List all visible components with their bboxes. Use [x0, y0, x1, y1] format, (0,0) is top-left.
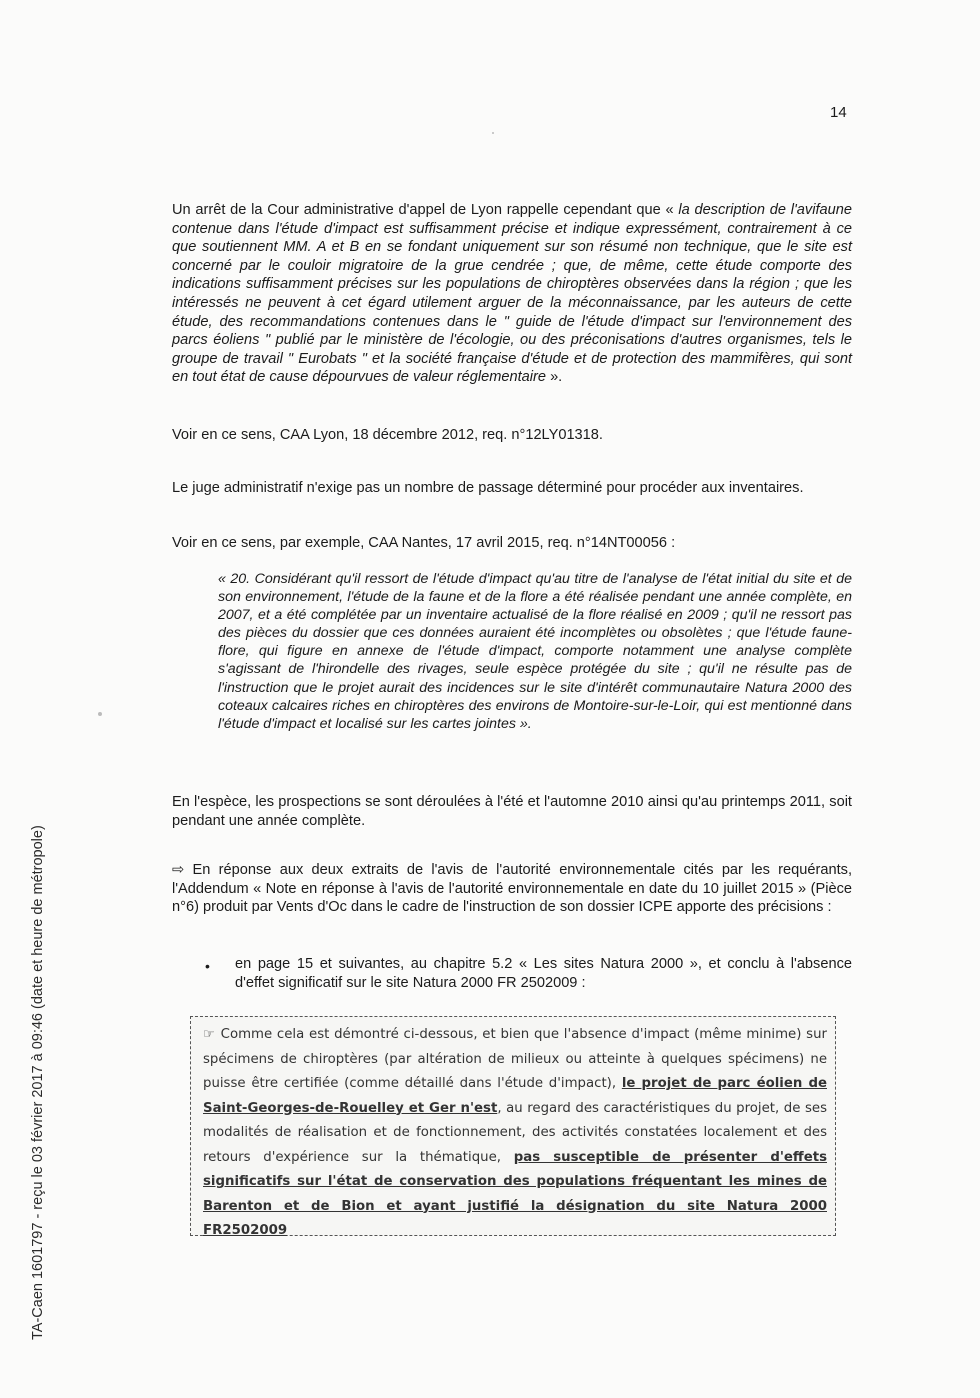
scan-speck — [492, 132, 494, 134]
page-number: 14 — [830, 104, 847, 121]
excerpt-box — [190, 1016, 836, 1236]
paragraph-end: ». — [546, 369, 563, 386]
excerpt-part-a: Comme cela est démontré ci-dessous, et bien que l'absence d'impact (même minime) sur spécimens de chiroptères (par altération de milieux ou atteinte à quelques spécimens) ne puisse être certifiée (comme détaillé dans l'étude d'impact), — [203, 1027, 827, 1091]
pointing-hand-icon: ☞ — [203, 1027, 215, 1042]
paragraph-inventaires: Le juge administratif n'exige pas un nombre de passage déterminé pour procéder aux inventaires. — [172, 480, 804, 496]
excerpt-part-c: , au regard des caractéristiques du projet, de ses modalités de réalisation et de fonctionnement, des activités constatées localement et des retours d'expérience sur la thématique, — [203, 1100, 828, 1165]
block-quote-caa-nantes: « 20. Considérant qu'il ressort de l'étude d'impact qu'au titre de l'analyse de l'état initial du site et de son environnement, l'étude de la faune et de la flore a été réalisée pendant une année complète, en 2007, et a été complétée par un inventaire actualisé de la flore réalisé en 2009 ; qu'il ne ressort pas des pièces du dossier que ces données auraient été incomplètes ou obsolètes ; que l'étude faune-flore, qui figure en annexe de l'étude d'impact, comporte notamment une analyse complète s'agissant de l'hirondelle des rivages, seule espèce protégée du site ; qu'il ne résulte pas de l'instruction que le projet aurait des incidences sur le site d'intérêt communautaire Natura 2000 des coteaux calcaires riches en chiroptères des environs de Montoire-sur-le-Loir, qui est mentionné dans l'étude d'impact et localisé sur les cartes jointes ». — [218, 571, 852, 732]
reference-caa-lyon: Voir en ce sens, CAA Lyon, 18 décembre 2012, req. n°12LY01318. — [172, 427, 603, 443]
scan-speck — [98, 712, 102, 716]
paragraph-prospections: En l'espèce, les prospections se sont déroulées à l'été et l'automne 2010 ainsi qu'au printemps 2011, soit pendant une année complète. — [172, 794, 852, 829]
excerpt-underlined-b: le projet de parc éolien de Saint-Georges-de-Rouelley et Ger n'est — [203, 1076, 827, 1116]
paragraph-intro: Un arrêt de la Cour administrative d'appel de Lyon rappelle cependant que « — [172, 202, 679, 218]
bullet-marker: • — [205, 958, 210, 974]
excerpt-underlined-d: pas susceptible de présenter d'effets significatifs sur l'état de conservation des populations fréquentant les mines de Barenton et de Bion et ayant justifié la désignation du site Natura 2000 FR2502009 — [203, 1149, 827, 1238]
quoted-judgment: la description de l'avifaune contenue dans l'étude d'impact est suffisamment précise et indique expressément, contrairement à ce que soutiennent MM. A et B en se fondant uniquement sur son résumé non technique, que le site est concerné par le couloir migratoire de la grue cendrée ; que, de même, cette étude comporte des indications suffisamment précises sur les populations de chiroptères observées dans la région ; que les intéressés ne peuvent à cet égard utilement arguer de la méconnaissance, par les auteurs de cette étude, des recommandations contenues dans le " guide de l'étude d'impact sur l'environnement des parcs éoliens " publié par le ministère de l'écologie, ou des préconisations d'autres organismes, tels le groupe de travail " Eurobats " et la société française d'étude et de protection des mammifères, qui sont en tout état de cause dépourvues de valeur réglementaire — [172, 202, 852, 386]
excerpt-text — [203, 1023, 827, 1244]
reference-caa-nantes: Voir en ce sens, par exemple, CAA Nantes, 17 avril 2015, req. n°14NT00056 : — [172, 535, 676, 551]
paragraph-addendum: ⇨ En réponse aux deux extraits de l'avis de l'autorité environnementale cités par les requérants, l'Addendum « Note en réponse à l'avis de l'autorité environnementale en date du 10 juillet 2015 » (Pièce n°6) produit par Vents d'Oc dans le cadre de l'instruction de son dossier ICPE apporte des précisions : — [172, 862, 852, 916]
reception-stamp: TA-Caen 1601797 - reçu le 03 février 2017 à 09:46 (date et heure de métropole) — [30, 825, 46, 1340]
bullet-item: en page 15 et suivantes, au chapitre 5.2 « Les sites Natura 2000 », et conclu à l'absence d'effet significatif sur le site Natura 2000 FR 2502009 : — [235, 956, 852, 991]
paragraph-caa-lyon-quote — [172, 201, 852, 387]
